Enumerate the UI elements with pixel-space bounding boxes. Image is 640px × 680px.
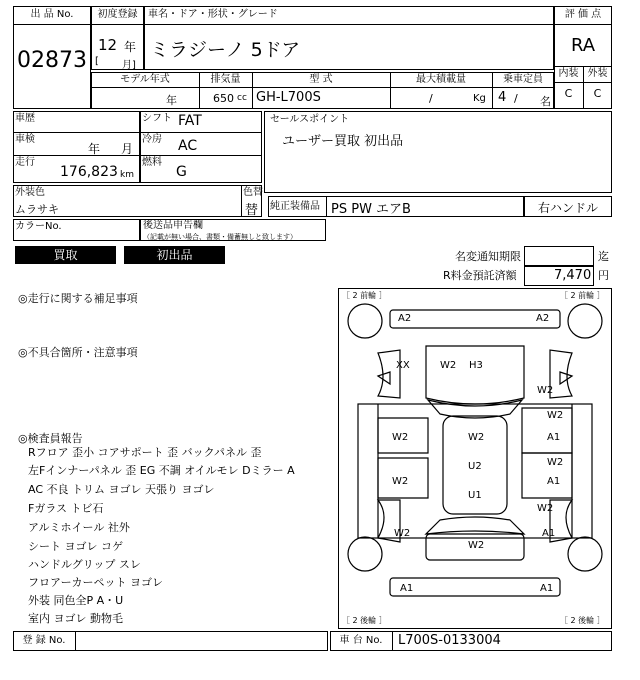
model-type-label: 型 式: [309, 74, 333, 85]
interior-label: 内装: [558, 68, 579, 79]
car-name: ミラジーノ 5ドア: [150, 39, 301, 61]
divider: [144, 24, 554, 25]
mark-front-bumper-right: A2: [536, 313, 550, 324]
mark-rear-bumper-right: A1: [540, 583, 554, 594]
divider: [140, 155, 262, 156]
color-label: 外装色: [15, 187, 45, 198]
rear-right-wheel-icon: [568, 537, 602, 571]
equipment: PS PW エアB: [331, 202, 411, 217]
exterior-grade: C: [593, 87, 602, 100]
mark-right-rear-door-w: W2: [547, 457, 564, 468]
windshield-shape: [428, 400, 522, 418]
color: ムラサキ: [15, 203, 59, 216]
model-year-unit: 年: [166, 94, 177, 107]
name-change-box: [524, 246, 594, 266]
rear-left-wheel-icon: [348, 537, 382, 571]
inspector-line: 左Fインナーパネル 歪 EG 不調 オイルモレ Dミラー A: [28, 464, 295, 477]
rear-bumper-shape: [390, 578, 560, 596]
fuel: G: [176, 164, 187, 180]
inspector-line: シート ヨゴレ コゲ: [28, 540, 123, 553]
grade: RA: [570, 35, 596, 56]
divider: [13, 24, 91, 25]
tag-first-listing: 初出品: [124, 246, 225, 264]
equipment-label: 純正装備品: [270, 201, 320, 212]
front-left-wheel-icon: [348, 304, 382, 338]
fuel-label: 燃料: [142, 157, 162, 168]
sales-point-label: セールスポイント: [270, 114, 350, 125]
chassis-label: 車 台 No.: [339, 635, 383, 646]
model-year-label: モデル年式: [120, 74, 170, 85]
max-load-label: 最大積載量: [416, 74, 466, 85]
divider: [75, 631, 76, 651]
inspection-label: 車検: [15, 134, 35, 145]
right-mirror-shape: [560, 372, 572, 384]
grade-label: 評 価 点: [564, 9, 602, 20]
car-diagram: [338, 288, 612, 629]
sales-point: ユーザー買取 初出品: [282, 134, 404, 149]
name-change-unit: 迄: [598, 250, 609, 263]
steering: 右ハンドル: [537, 201, 598, 215]
mark-right-rear-door-a: A1: [547, 476, 561, 487]
year-unit: 年: [124, 40, 137, 54]
capacity-unit: 名: [540, 95, 551, 108]
inspector-line: 室内 ヨゴレ 動物毛: [28, 612, 123, 625]
inspector-line: 外装 同色全P A・U: [28, 594, 124, 607]
mileage-unit: km: [120, 170, 134, 180]
left-fender-shape: [378, 350, 400, 398]
history-label: 車歴: [15, 113, 35, 124]
displacement: 650: [213, 92, 234, 105]
month-bracket-open: [: [95, 56, 99, 67]
capacity: 4: [498, 90, 507, 105]
repaint-label: 色替: [243, 187, 263, 198]
driving-notes-header: ◎走行に関する補足事項: [18, 292, 138, 305]
ac: AC: [178, 138, 198, 154]
chassis-number: L700S-0133004: [398, 633, 501, 648]
exterior-label: 外装: [587, 68, 608, 79]
mark-right-rear-quarter: A1: [542, 528, 556, 539]
registration-label: 登 録 No.: [22, 635, 66, 646]
mileage: 176,823: [60, 164, 118, 180]
month-unit: 月]: [122, 60, 136, 71]
capacity-slash: /: [514, 92, 518, 105]
color-number-label: カラーNo.: [15, 221, 62, 232]
recycle-fee-unit: 円: [598, 269, 609, 282]
model-type: GH-L700S: [256, 90, 321, 105]
inspector-line: Rフロア 歪小 コアサポート 歪 バックパネル 歪: [28, 446, 262, 459]
rear-window-shape: [426, 517, 524, 534]
divider: [91, 24, 144, 25]
divider: [554, 24, 612, 25]
rear-right-wheel-label: ［ 2 後輪 ］: [560, 616, 605, 625]
divider: [91, 87, 554, 88]
mark-hood-h3: H3: [469, 360, 483, 371]
divider: [554, 82, 612, 83]
mark-right-front-door-w: W2: [547, 410, 564, 421]
inspector-line: アルミホイール 社外: [28, 521, 130, 534]
mark-left-front: XX: [396, 360, 410, 371]
load-unit: Kg: [473, 93, 486, 104]
mark-roof: W2: [468, 432, 485, 443]
front-right-wheel-label: ［ 2 前輪 ］: [560, 291, 605, 300]
front-bumper-shape: [390, 310, 560, 328]
lot-number: 02873: [17, 48, 87, 73]
divider: [392, 631, 393, 651]
mark-left-rear-door: W2: [392, 476, 409, 487]
document-label: 後送品申告欄: [143, 220, 203, 231]
recycle-fee: 7,470: [554, 268, 592, 283]
mark-roof-u2: U2: [468, 461, 482, 472]
left-mirror-shape: [378, 372, 390, 384]
mark-roof-u1: U1: [468, 490, 482, 501]
right-fender-shape: [550, 350, 572, 398]
interior-grade: C: [564, 87, 573, 100]
load-slash: /: [429, 92, 433, 105]
front-right-wheel-icon: [568, 304, 602, 338]
divider: [13, 132, 140, 133]
inspector-report-header: ◎検査員報告: [18, 432, 83, 445]
front-left-wheel-label: ［ 2 前輪 ］: [342, 291, 387, 300]
defects-header: ◎不具合箇所・注意事項: [18, 346, 138, 359]
mark-front-bumper-left: A2: [398, 313, 412, 324]
rear-left-wheel-label: ［ 2 後輪 ］: [342, 616, 387, 625]
repaint: 替: [245, 203, 259, 218]
capacity-label: 乗車定員: [503, 74, 543, 85]
mark-hood: W2: [440, 360, 457, 371]
mark-trunk: W2: [468, 540, 485, 551]
inspector-line: AC 不良 トリム ヨゴレ 天張り ヨゴレ: [28, 483, 215, 496]
mark-left-door: W2: [392, 432, 409, 443]
shift: FAT: [178, 113, 202, 129]
hood-shape: [426, 346, 524, 404]
mark-rear-bumper-left: A1: [400, 583, 414, 594]
shift-label: シフト: [142, 113, 172, 124]
car-name-label: 車名・ドア・形状・グレード: [148, 9, 278, 20]
inspector-line: Fガラス トビ石: [28, 502, 104, 515]
displacement-label: 排気量: [210, 74, 241, 85]
mileage-label: 走行: [15, 157, 35, 168]
mark-right-front-fender: W2: [537, 385, 554, 396]
mark-right-front-door-a: A1: [547, 432, 561, 443]
tag-purchase: 買取: [15, 246, 116, 264]
inspection-month-unit: 月: [121, 142, 134, 156]
name-change-label: 名変通知期限: [455, 250, 521, 263]
inspector-line: フロアーカーペット ヨゴレ: [28, 576, 163, 589]
inspector-line: ハンドルグリップ スレ: [28, 558, 141, 571]
inspection-year-unit: 年: [88, 142, 101, 156]
mark-left-rear-quarter: W2: [394, 528, 411, 539]
recycle-fee-label: R料金預託済額: [443, 269, 517, 282]
lot-number-label: 出 品 No.: [30, 9, 74, 20]
first-registration-label: 初度登録: [97, 9, 138, 20]
document-note: （記載が無い場合、書類・備蓄無しと致します）: [143, 233, 297, 241]
divider: [241, 185, 242, 217]
first-registration-year: 12: [98, 36, 118, 54]
divider: [140, 132, 262, 133]
divider: [326, 196, 327, 217]
ac-label: 冷房: [142, 134, 162, 145]
displacement-unit: cc: [237, 93, 247, 103]
mark-right-rear-fender: W2: [537, 503, 554, 514]
